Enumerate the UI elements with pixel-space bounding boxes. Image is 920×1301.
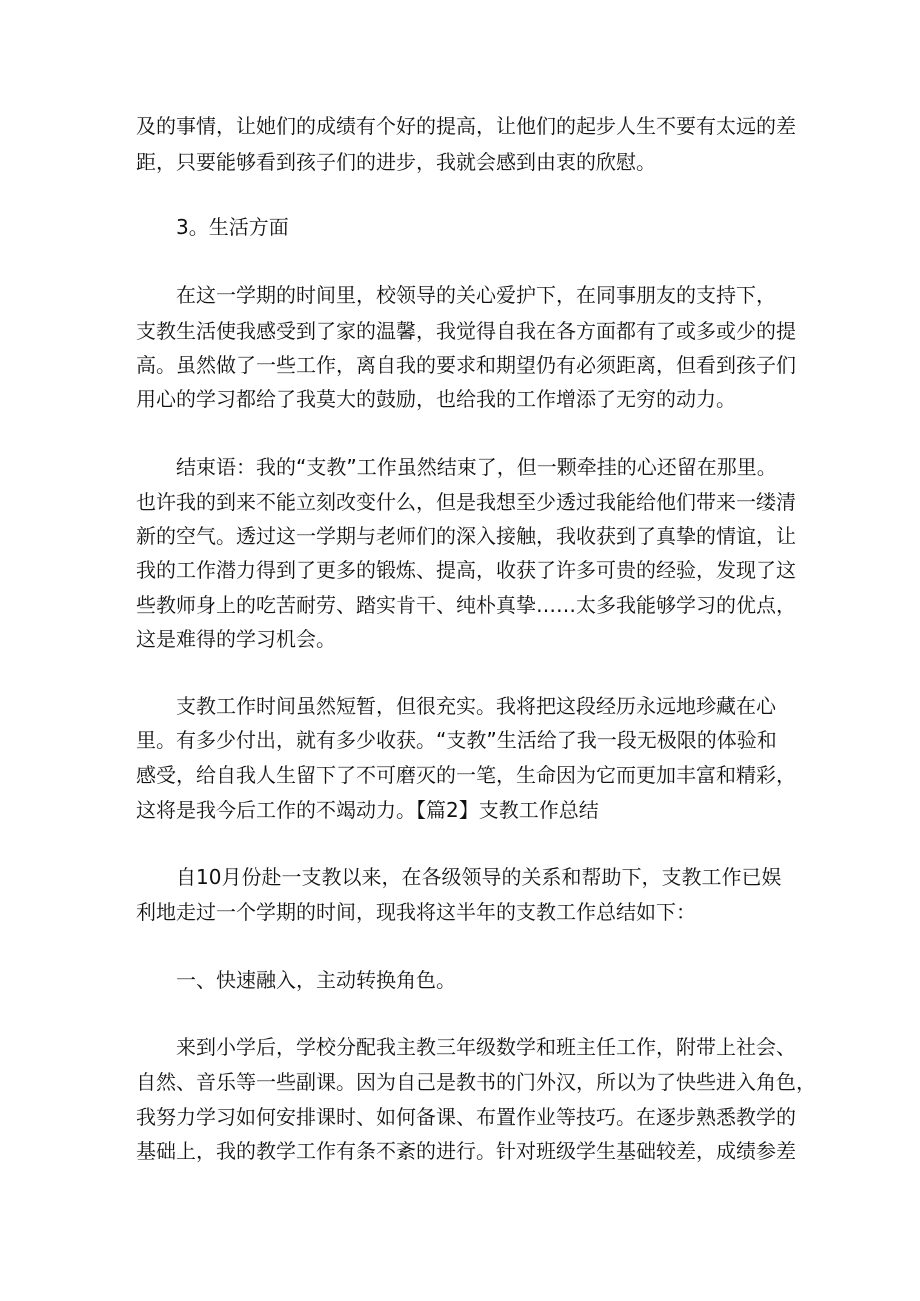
- body-text-line: 感受，给自我人生留下了不可磨灭的一笔，生命因为它而更加丰富和精彩，: [136, 763, 796, 787]
- body-text-line: 自然、音乐等一些副课。因为自己是教书的门外汉，所以为了快些进入角色，: [136, 1070, 816, 1094]
- body-text-line: 结束语：我的“支教”工作虽然结束了，但一颗牵挂的心还留在那里。: [176, 455, 777, 479]
- body-text-line: 这将是我今后工作的不竭动力。【篇2】支教工作总结: [136, 798, 599, 822]
- body-text-line: 也许我的到来不能立刻改变什么，但是我想至少透过我能给他们带来一缕清: [136, 490, 796, 514]
- body-text-line: 支教生活使我感受到了家的温馨，我觉得自我在各方面都有了或多或少的提: [136, 319, 796, 343]
- body-text-line: 及的事情，让她们的成绩有个好的提高，让他们的起步人生不要有太远的差: [136, 114, 796, 138]
- body-text-line: 高。虽然做了一些工作，离自我的要求和期望仍有必须距离，但看到孩子们: [136, 353, 796, 377]
- body-text-line: 里。有多少付出，就有多少收获。“支教”生活给了我一段无极限的体验和: [136, 728, 777, 752]
- body-text-line: 支教工作时间虽然短暂，但很充实。我将把这段经历永远地珍藏在心: [176, 694, 776, 718]
- body-text-line: 这是难得的学习机会。: [136, 627, 336, 651]
- body-text-line: 我的工作潜力得到了更多的锻炼、提高，收获了许多可贵的经验，发现了这: [136, 558, 796, 582]
- body-text-line: 基础上，我的教学工作有条不紊的进行。针对班级学生基础较差，成绩参差: [136, 1139, 796, 1163]
- section-heading: 一、快速融入，主动转换角色。: [176, 968, 456, 992]
- body-text-line: 用心的学习都给了我莫大的鼓励，也给我的工作增添了无穷的动力。: [136, 387, 736, 411]
- body-text-line: 新的空气。透过这一学期与老师们的深入接触，我收获到了真挚的情谊，让: [136, 524, 796, 548]
- body-text-line: 些教师身上的吃苦耐劳、踏实肯干、纯朴真挚……太多我能够学习的优点，: [136, 593, 796, 617]
- body-text-line: 利地走过一个学期的时间，现我将这半年的支教工作总结如下：: [136, 900, 696, 924]
- body-text-line: 来到小学后，学校分配我主教三年级数学和班主任工作，附带上社会、: [176, 1035, 796, 1059]
- section-heading: 3。生活方面: [176, 215, 289, 239]
- body-text-line: 在这一学期的时间里，校领导的关心爱护下，在同事朋友的支持下，: [176, 283, 776, 307]
- body-text-line: 距，只要能够看到孩子们的进步，我就会感到由衷的欣慰。: [136, 150, 656, 174]
- body-text-line: 我努力学习如何安排课时、如何备课、布置作业等技巧。在逐步熟悉教学的: [136, 1105, 796, 1129]
- body-text-line: 自10月份赴一支教以来，在各级领导的关系和帮助下，支教工作已娱: [176, 865, 782, 889]
